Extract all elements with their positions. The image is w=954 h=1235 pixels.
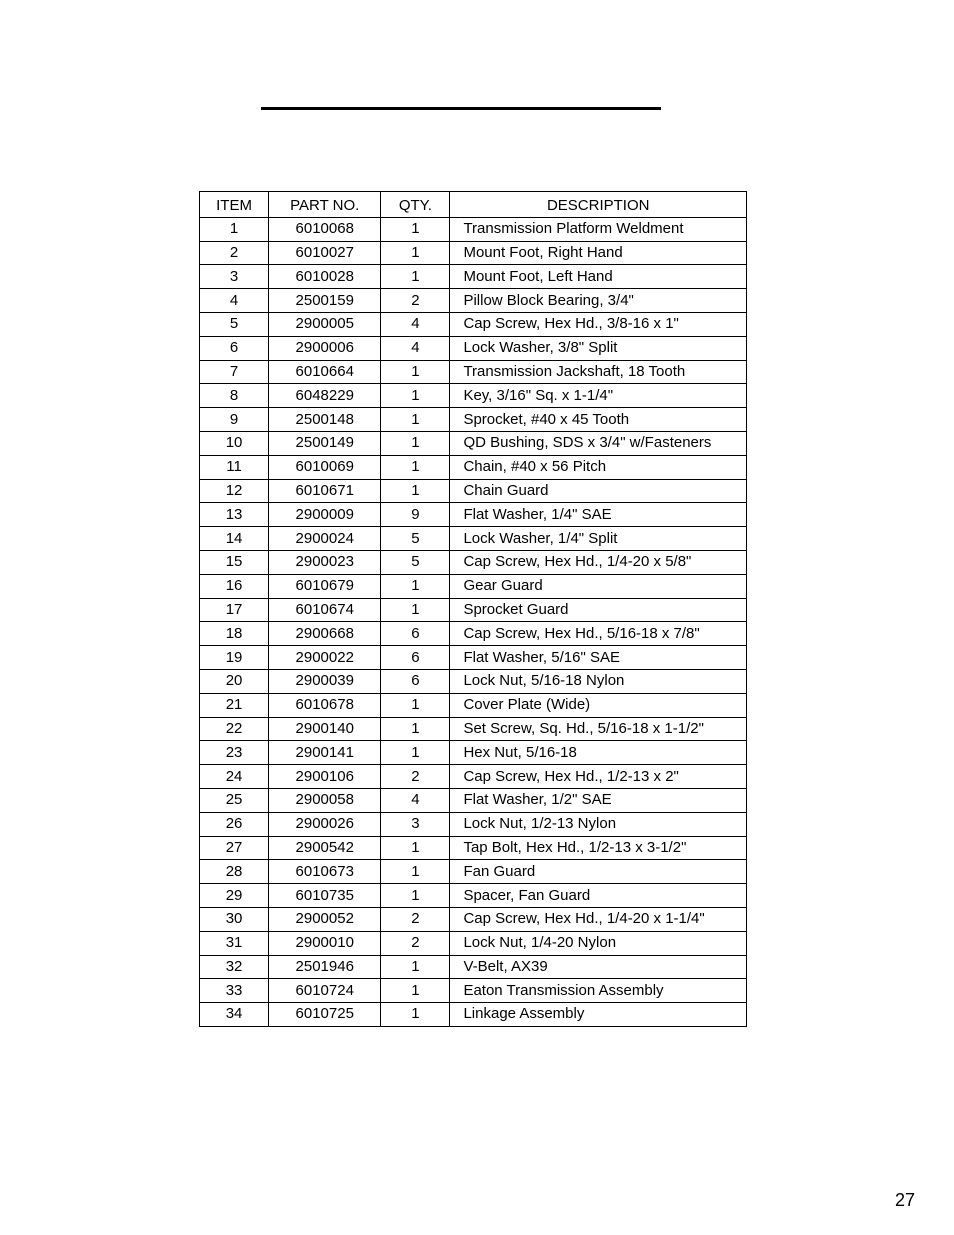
cell-item: 8 — [200, 384, 269, 408]
table-row — [200, 598, 747, 622]
header-qty: QTY. — [381, 192, 450, 218]
cell-part-no: 2900141 — [269, 741, 381, 765]
cell-part-no: 2900022 — [269, 646, 381, 670]
cell-item: 3 — [200, 265, 269, 289]
table-row — [200, 289, 747, 313]
cell-part-no: 6010678 — [269, 693, 381, 717]
cell-part-no: 6048229 — [269, 384, 381, 408]
table-row — [200, 241, 747, 265]
table-row — [200, 408, 747, 432]
table-row — [200, 479, 747, 503]
cell-qty: 1 — [381, 955, 450, 979]
table-row — [200, 693, 747, 717]
cell-qty: 1 — [381, 360, 450, 384]
cell-description: Transmission Jackshaft, 18 Tooth — [450, 360, 747, 384]
cell-item: 26 — [200, 812, 269, 836]
cell-part-no: 6010674 — [269, 598, 381, 622]
cell-description: V-Belt, AX39 — [450, 955, 747, 979]
cell-qty: 1 — [381, 408, 450, 432]
cell-part-no: 2501946 — [269, 955, 381, 979]
cell-description: Cap Screw, Hex Hd., 5/16-18 x 7/8" — [450, 622, 747, 646]
table-row — [200, 836, 747, 860]
cell-description: Fan Guard — [450, 860, 747, 884]
cell-qty: 1 — [381, 836, 450, 860]
cell-description: Hex Nut, 5/16-18 — [450, 741, 747, 765]
table-row — [200, 574, 747, 598]
cell-description: Lock Nut, 1/2-13 Nylon — [450, 812, 747, 836]
cell-qty: 1 — [381, 884, 450, 908]
table-row — [200, 907, 747, 931]
cell-description: Tap Bolt, Hex Hd., 1/2-13 x 3-1/2" — [450, 836, 747, 860]
cell-part-no: 6010735 — [269, 884, 381, 908]
cell-part-no: 6010027 — [269, 241, 381, 265]
cell-part-no: 2500148 — [269, 408, 381, 432]
cell-qty: 2 — [381, 765, 450, 789]
cell-item: 5 — [200, 312, 269, 336]
cell-part-no: 2900006 — [269, 336, 381, 360]
cell-qty: 1 — [381, 455, 450, 479]
table-row — [200, 646, 747, 670]
cell-item: 20 — [200, 669, 269, 693]
cell-description: Cap Screw, Hex Hd., 1/4-20 x 1-1/4" — [450, 907, 747, 931]
cell-part-no: 2900005 — [269, 312, 381, 336]
cell-description: Flat Washer, 1/2" SAE — [450, 788, 747, 812]
cell-part-no: 2900026 — [269, 812, 381, 836]
cell-description: Linkage Assembly — [450, 1003, 747, 1027]
cell-qty: 1 — [381, 265, 450, 289]
cell-description: Chain Guard — [450, 479, 747, 503]
table-row — [200, 765, 747, 789]
cell-qty: 5 — [381, 550, 450, 574]
cell-description: Key, 3/16" Sq. x 1-1/4" — [450, 384, 747, 408]
parts-list-table — [199, 191, 747, 1027]
cell-qty: 1 — [381, 431, 450, 455]
cell-item: 17 — [200, 598, 269, 622]
cell-part-no: 2900542 — [269, 836, 381, 860]
cell-qty: 1 — [381, 217, 450, 241]
header-description: DESCRIPTION — [450, 192, 747, 218]
cell-description: Cap Screw, Hex Hd., 3/8-16 x 1" — [450, 312, 747, 336]
cell-item: 33 — [200, 979, 269, 1003]
cell-qty: 1 — [381, 241, 450, 265]
table-row — [200, 717, 747, 741]
cell-qty: 6 — [381, 622, 450, 646]
title-underline — [261, 107, 661, 110]
cell-description: Spacer, Fan Guard — [450, 884, 747, 908]
table-row — [200, 431, 747, 455]
cell-part-no: 6010028 — [269, 265, 381, 289]
table-row — [200, 1003, 747, 1027]
cell-item: 19 — [200, 646, 269, 670]
table-body — [200, 217, 747, 1026]
cell-qty: 1 — [381, 979, 450, 1003]
cell-item: 31 — [200, 931, 269, 955]
cell-description: Cap Screw, Hex Hd., 1/4-20 x 5/8" — [450, 550, 747, 574]
cell-item: 23 — [200, 741, 269, 765]
cell-part-no: 2500149 — [269, 431, 381, 455]
cell-part-no: 2900010 — [269, 931, 381, 955]
cell-part-no: 2900023 — [269, 550, 381, 574]
cell-part-no: 2900106 — [269, 765, 381, 789]
cell-part-no: 6010725 — [269, 1003, 381, 1027]
cell-item: 12 — [200, 479, 269, 503]
cell-item: 34 — [200, 1003, 269, 1027]
cell-part-no: 2900140 — [269, 717, 381, 741]
table-row — [200, 931, 747, 955]
cell-description: Set Screw, Sq. Hd., 5/16-18 x 1-1/2" — [450, 717, 747, 741]
table-row — [200, 884, 747, 908]
table-row — [200, 979, 747, 1003]
table-row — [200, 503, 747, 527]
cell-qty: 6 — [381, 669, 450, 693]
cell-item: 27 — [200, 836, 269, 860]
table-row — [200, 360, 747, 384]
cell-part-no: 6010679 — [269, 574, 381, 598]
cell-item: 2 — [200, 241, 269, 265]
cell-item: 9 — [200, 408, 269, 432]
cell-description: Lock Washer, 3/8" Split — [450, 336, 747, 360]
cell-item: 4 — [200, 289, 269, 313]
cell-description: Lock Nut, 1/4-20 Nylon — [450, 931, 747, 955]
cell-item: 10 — [200, 431, 269, 455]
cell-part-no: 2900052 — [269, 907, 381, 931]
cell-item: 22 — [200, 717, 269, 741]
cell-item: 15 — [200, 550, 269, 574]
cell-description: Cover Plate (Wide) — [450, 693, 747, 717]
table-row — [200, 527, 747, 551]
cell-part-no: 2500159 — [269, 289, 381, 313]
cell-qty: 1 — [381, 574, 450, 598]
cell-description: Transmission Platform Weldment — [450, 217, 747, 241]
cell-qty: 1 — [381, 717, 450, 741]
cell-description: Pillow Block Bearing, 3/4" — [450, 289, 747, 313]
cell-description: Lock Washer, 1/4" Split — [450, 527, 747, 551]
cell-description: Sprocket Guard — [450, 598, 747, 622]
table-row — [200, 217, 747, 241]
cell-part-no: 2900058 — [269, 788, 381, 812]
cell-part-no: 6010671 — [269, 479, 381, 503]
cell-description: Flat Washer, 5/16" SAE — [450, 646, 747, 670]
header-item: ITEM — [200, 192, 269, 218]
cell-qty: 2 — [381, 931, 450, 955]
cell-description: Sprocket, #40 x 45 Tooth — [450, 408, 747, 432]
cell-qty: 6 — [381, 646, 450, 670]
cell-item: 13 — [200, 503, 269, 527]
cell-item: 32 — [200, 955, 269, 979]
cell-part-no: 6010724 — [269, 979, 381, 1003]
cell-part-no: 2900668 — [269, 622, 381, 646]
cell-item: 21 — [200, 693, 269, 717]
table-row — [200, 336, 747, 360]
cell-item: 25 — [200, 788, 269, 812]
table-row — [200, 455, 747, 479]
cell-item: 7 — [200, 360, 269, 384]
cell-qty: 2 — [381, 289, 450, 313]
cell-item: 6 — [200, 336, 269, 360]
table-row — [200, 669, 747, 693]
cell-qty: 1 — [381, 693, 450, 717]
cell-item: 1 — [200, 217, 269, 241]
table-row — [200, 384, 747, 408]
cell-qty: 4 — [381, 312, 450, 336]
cell-part-no: 6010664 — [269, 360, 381, 384]
table-row — [200, 788, 747, 812]
table-row — [200, 312, 747, 336]
cell-description: QD Bushing, SDS x 3/4" w/Fasteners — [450, 431, 747, 455]
cell-qty: 3 — [381, 812, 450, 836]
cell-qty: 1 — [381, 860, 450, 884]
cell-description: Lock Nut, 5/16-18 Nylon — [450, 669, 747, 693]
table-row — [200, 812, 747, 836]
table-header-row — [200, 192, 747, 218]
cell-qty: 9 — [381, 503, 450, 527]
table-row — [200, 550, 747, 574]
cell-part-no: 6010069 — [269, 455, 381, 479]
cell-qty: 1 — [381, 598, 450, 622]
cell-item: 18 — [200, 622, 269, 646]
cell-qty: 1 — [381, 1003, 450, 1027]
cell-item: 16 — [200, 574, 269, 598]
table-row — [200, 622, 747, 646]
cell-part-no: 2900024 — [269, 527, 381, 551]
cell-item: 30 — [200, 907, 269, 931]
table-row — [200, 265, 747, 289]
cell-item: 14 — [200, 527, 269, 551]
cell-item: 28 — [200, 860, 269, 884]
cell-description: Mount Foot, Left Hand — [450, 265, 747, 289]
cell-part-no: 6010673 — [269, 860, 381, 884]
cell-description: Flat Washer, 1/4" SAE — [450, 503, 747, 527]
cell-qty: 1 — [381, 741, 450, 765]
cell-description: Chain, #40 x 56 Pitch — [450, 455, 747, 479]
cell-part-no: 2900039 — [269, 669, 381, 693]
cell-qty: 1 — [381, 384, 450, 408]
header-part-no: PART NO. — [269, 192, 381, 218]
cell-item: 29 — [200, 884, 269, 908]
cell-qty: 5 — [381, 527, 450, 551]
table-row — [200, 955, 747, 979]
cell-description: Gear Guard — [450, 574, 747, 598]
cell-item: 11 — [200, 455, 269, 479]
cell-qty: 2 — [381, 907, 450, 931]
cell-description: Cap Screw, Hex Hd., 1/2-13 x 2" — [450, 765, 747, 789]
cell-qty: 4 — [381, 336, 450, 360]
table-row — [200, 741, 747, 765]
table-row — [200, 860, 747, 884]
cell-part-no: 2900009 — [269, 503, 381, 527]
cell-description: Eaton Transmission Assembly — [450, 979, 747, 1003]
cell-part-no: 6010068 — [269, 217, 381, 241]
cell-qty: 1 — [381, 479, 450, 503]
cell-description: Mount Foot, Right Hand — [450, 241, 747, 265]
page-number: 27 — [895, 1190, 916, 1210]
cell-qty: 4 — [381, 788, 450, 812]
cell-item: 24 — [200, 765, 269, 789]
